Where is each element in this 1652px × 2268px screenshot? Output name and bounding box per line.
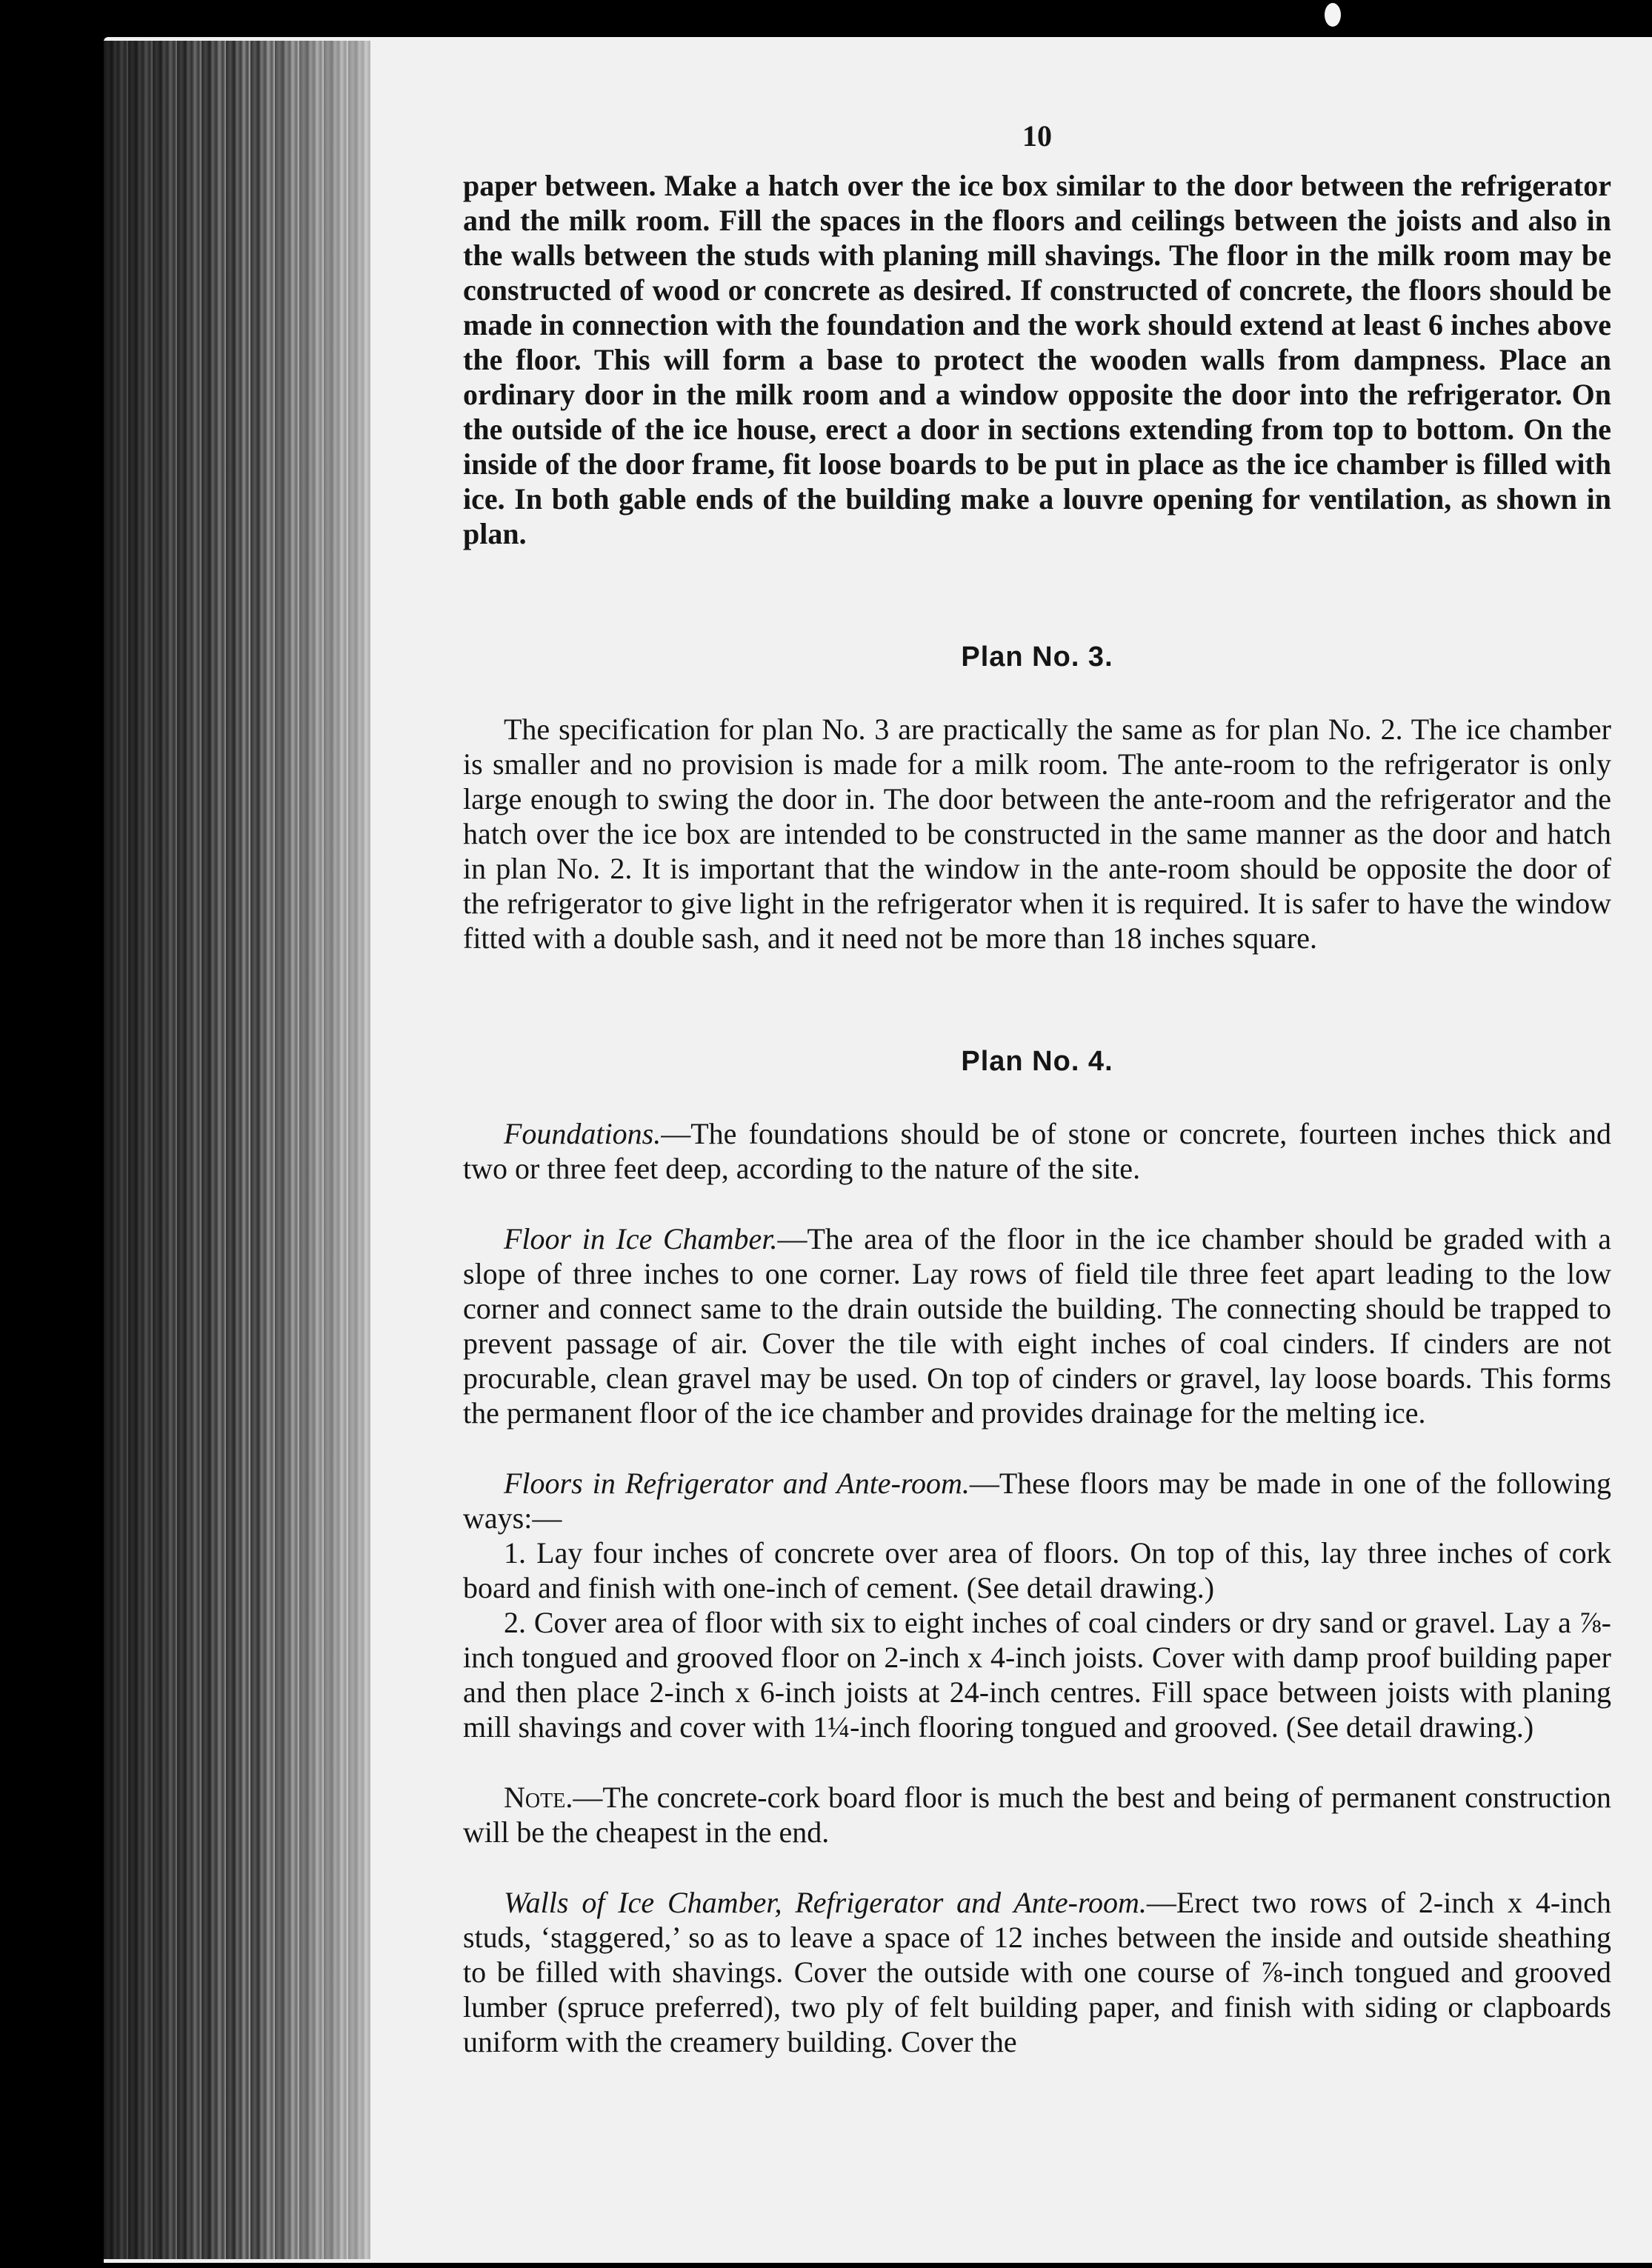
plan-4-heading: Plan No. 4. [961,1046,1113,1077]
page-number: 10 [1022,119,1052,153]
foundations-paragraph [463,1116,1611,1186]
floor-ice-chamber-label: Floor in Ice Chamber. [504,1222,778,1255]
floors-refrigerator-label: Floors in Refrigerator and Ante-room. [504,1467,970,1500]
continuation-paragraph: paper between. Make a hatch over the ice box similar to the door between the refrigerator and the milk room. Fill the spaces in the floors and ceilings between the joists and also in the walls between the studs with planing mill shavings. The floor in the milk room may be constructed of wood or concrete as desired. If constructed of concrete, the floors should be made in connection with the foundation and the work should extend at least 6 inches above the floor. This will form a base to protect the wooden walls from dampness. Place an ordinary door in the milk room and a window opposite the door into the refrigerator. On the outside of the ice house, erect a door in sections extending from top to bottom. On the inside of the door frame, fit loose boards to be put in place as the ice chamber is filled with ice. In both gable ends of the building make a louvre opening for ventilation, as shown in plan. [463,169,1611,550]
page-edge-shadow [104,41,370,2259]
document-text [463,119,1611,2059]
floor-ice-chamber-text: —The area of the floor in the ice chamber should be graded with a slope of three inches to one corner. Lay rows of field tile three feet apart leading to the low corner and connect same to the drain outside the building. The connecting should be trapped to prevent passage of air. Cover the tile with eight inches of coal cinders. If cinders are not procurable, clean gravel may be used. On top of cinders or gravel, lay loose boards. This forms the permanent floor of the ice chamber and provides drainage for the melting ice. [463,1222,1611,1430]
walls-label: Walls of Ice Chamber, Refrigerator and Ante-room. [504,1886,1147,1919]
floors-refrigerator-paragraph [463,1466,1611,1535]
floor-method-2: 2. Cover area of floor with six to eight inches of coal cinders or dry sand or gravel. Lay a ⅞-inch tongued and grooved floor on 2-inch x 4-inch joists. Cover with damp proof building paper and then place 2-inch x 6-inch joists at 24-inch centres. Fill space between joists with planing mill shavings and cover with 1¼-inch flooring tongued and grooved. (See detail drawing.) [463,1606,1611,1744]
walls-text: —Erect two rows of 2-inch x 4-inch studs, ‘staggered,’ so as to leave a space of 12 inches between the inside and outside sheathing to be filled with shavings. Cover the outside with one course of ⅞-inch tongued and grooved lumber (spruce preferred), two ply of felt building paper, and finish with siding or clapboards uniform with the creamery building. Cover the [463,1886,1611,2058]
plan-3-paragraph: The specification for plan No. 3 are practically the same as for plan No. 2. The ice chamber is smaller and no provision is made for a milk room. The ante-room to the refrigerator is only large enough to swing the door in. The door between the ante-room and the refrigerator and the hatch over the ice box are intended to be constructed in the same manner as the door and hatch in plan No. 2. It is important that the window in the ante-room should be opposite the door of the refrigerator to give light in the refrigerator when it is required. It is safer to have the window fitted with a double sash, and it need not be more than 18 inches square. [463,713,1611,955]
scan-spot [1325,3,1341,27]
floors-refrigerator-text: —These floors may be made in one of the following ways:— [463,1467,1612,1535]
foundations-text: —The foundations should be of stone or concrete, fourteen inches thick and two or three feet deep, according to the nature of the site. [463,1117,1611,1185]
note-label: Note. [504,1781,573,1814]
floor-method-1: 1. Lay four inches of concrete over area of floors. On top of this, lay three inches of cork board and finish with one-inch of cement. (See detail drawing.) [463,1536,1611,1604]
note-text: —The concrete-cork board floor is much the best and being of permanent construction will be the cheapest in the end. [463,1781,1611,1849]
note-paragraph [463,1780,1611,1850]
walls-paragraph [463,1885,1611,2059]
foundations-label: Foundations. [504,1117,662,1150]
plan-3-heading: Plan No. 3. [961,641,1113,673]
floor-ice-chamber-paragraph [463,1221,1611,1430]
